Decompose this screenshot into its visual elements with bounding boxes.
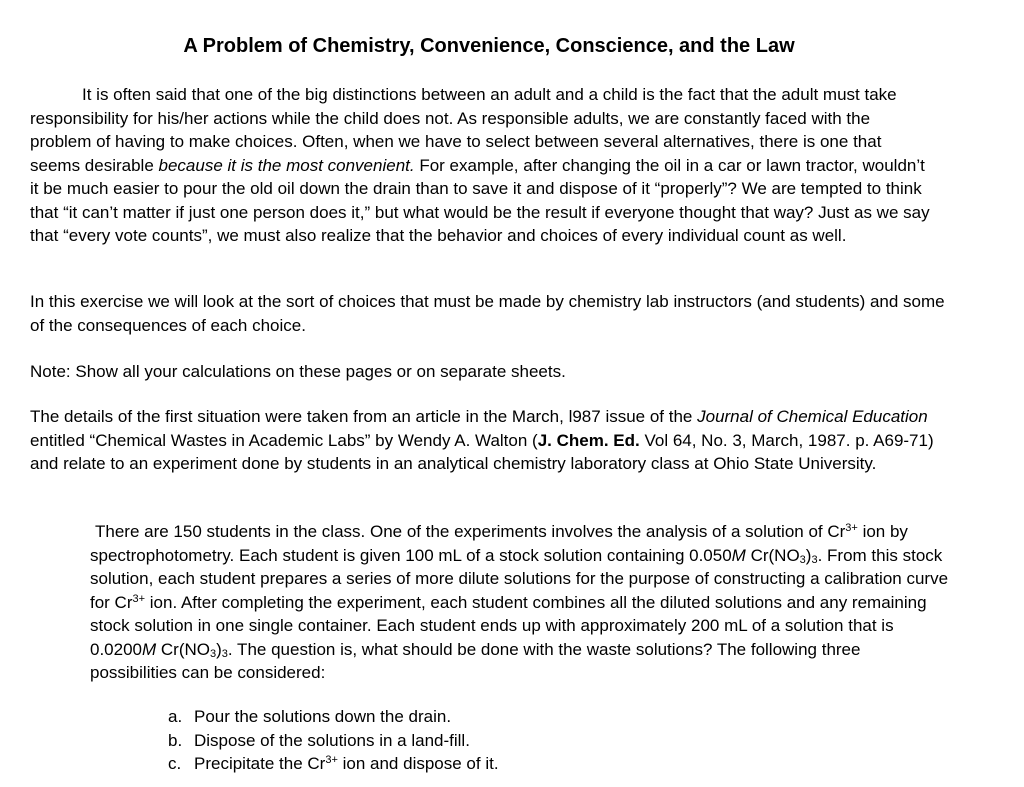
scenario-text-9: . The question is, what should be done with the waste solutions? The following three possibilities can be considered: [90,639,861,682]
option-text: Dispose of the solutions in a land-fill. [194,730,470,750]
scenario-text-6: ion. After completing the experiment, each student combines all the diluted solutions and any remaining stock solution in one single container. Each student ends up with approximately 200 mL of a solution that is 0.0200 [90,592,927,659]
formula-subscript: 3 [221,647,228,660]
nitrate-subscript: 3 [210,647,217,660]
note-paragraph: Note: Show all your calculations on these pages or on separate sheets. [30,362,566,381]
source-text-2: entitled “Chemical Wastes in Academic Labs” by Wendy A. Walton ( [30,430,538,450]
journal-name: Journal of Chemical Education [697,407,928,426]
option-letter: a. [168,707,183,726]
scenario-text-1: There are 150 students in the class. One of the experiments involves the analysis of a solution of Cr [95,522,846,541]
journal-citation: J. Chem. Ed. [537,430,640,450]
chromium-charge: 3+ [132,592,146,605]
intro-emphasis: because it is the most convenient. [158,155,415,175]
option-item [168,705,499,729]
option-item [168,752,499,776]
molarity-unit: M [731,545,746,565]
source-text-3: Vol 64, No. 3, March, 1987. p. A69-71) and relate to an experiment done by students in an analytical chemistry laboratory class at Ohio State University. [30,430,934,473]
scenario-text-3: Cr(NO [745,545,800,565]
molarity-unit: M [142,639,157,659]
intro-text-2: For example, after changing the oil in a car or lawn tractor, wouldn’t it be much easier to pour the old oil down the drain than to save it and dispose of it “properly”? We are tempted to think that “it can’t matter if just one person does it,” but what would be the result if everyone thought that way? Just as we say that “every vote counts”, we must also realize that the behavior and choices of every individual count as well. [30,155,930,245]
option-letter: c. [168,754,182,773]
source-paragraph [30,405,945,476]
chromium-charge: 3+ [325,754,338,766]
option-letter: b. [168,730,183,750]
option-text: Pour the solutions down the drain. [194,707,452,726]
scenario-text-2: ion by spectrophotometry. Each student is given 100 mL of a stock solution containing 0.050 [90,522,908,565]
nitrate-subscript: 3 [799,553,806,566]
option-text: Precipitate the Cr [194,754,326,773]
options-list [168,705,499,776]
intro-text-1: It is often said that one of the big distinctions between an adult and a child is the fact that the adult must take responsibility for his/her actions while the child does not. As responsible adults, we are constantly faced with the problem of having to make choices. Often, when we have to select between several alternatives, there is one that seems desirable [30,85,897,175]
scenario-paragraph [90,520,950,685]
scenario-text-5: . From this stock solution, each student prepares a series of more dilute solutions for the purpose of constructing a calibration curve for Cr [90,545,949,612]
intro-paragraph [30,83,935,248]
scenario-text-4: ) [805,545,812,565]
formula-subscript: 3 [811,553,818,566]
chromium-charge: 3+ [845,522,858,534]
scenario-text-7: Cr(NO [156,639,210,659]
exercise-paragraph: In this exercise we will look at the sort of choices that must be made by chemistry lab instructors (and students) and some of the consequences of each choice. [30,292,945,335]
source-text-1: The details of the first situation were taken from an article in the March, l987 issue of the [30,407,698,426]
option-text-end: ion and dispose of it. [337,754,499,773]
option-item [168,729,499,753]
page-title: A Problem of Chemistry, Convenience, Conscience, and the Law [183,35,795,57]
scenario-text-8: ) [216,639,222,659]
